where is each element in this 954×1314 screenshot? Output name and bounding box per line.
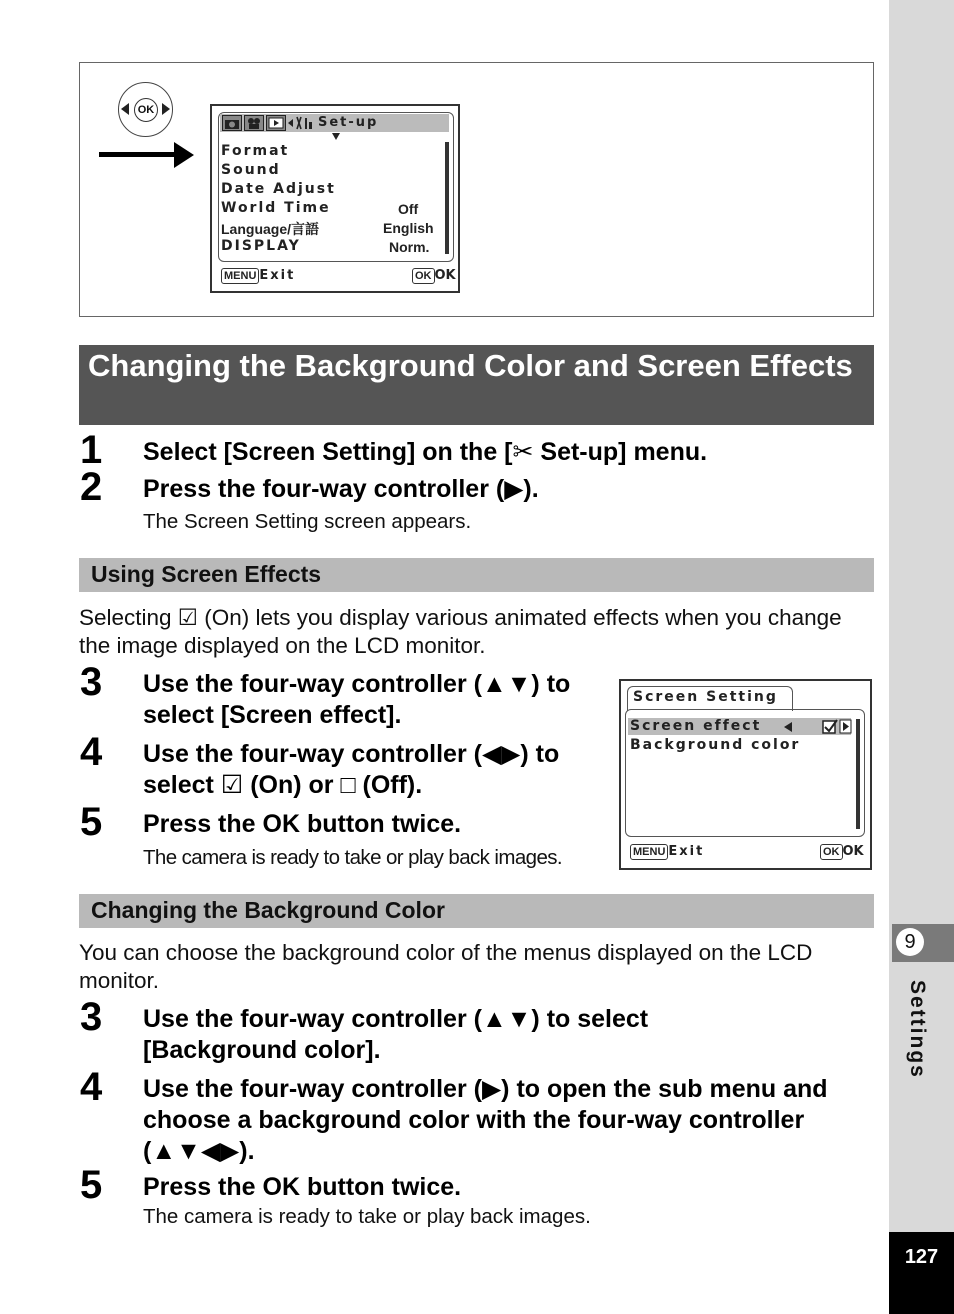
exit-label: Exit — [259, 268, 296, 283]
step-text: Use the four-way controller (▲▼) to select [Background color]. — [143, 1005, 649, 1064]
page-number: 127 — [904, 1246, 939, 1268]
menu-item-world-time: World Time — [221, 200, 331, 216]
setup-lcd-screen — [210, 104, 460, 293]
menu-item-display: DISPLAY — [221, 238, 301, 254]
ok-button-icon: OK — [134, 98, 158, 122]
illustration-box — [79, 62, 874, 317]
section-intro: You can choose the background color of the menus displayed on the LCD monitor. — [79, 940, 813, 993]
setup-tab-icon — [288, 115, 314, 131]
menu-key-icon: MENU — [221, 268, 259, 284]
step-number: 4 — [80, 1065, 103, 1109]
menu-exit-hint — [221, 268, 295, 284]
step-text: Use the four-way controller (▲▼) to select [Screen effect]. — [143, 670, 571, 729]
step-text: Press the OK button twice. — [143, 1173, 462, 1201]
ok-key-icon: OK — [820, 844, 843, 860]
page-number-box — [889, 1232, 954, 1314]
screen-setting-title: Screen Setting — [633, 689, 778, 705]
menu-item-background-color: Background color — [630, 737, 801, 753]
right-arrow-icon — [162, 103, 170, 115]
menu-item-sound: Sound — [221, 162, 281, 178]
checkbox-on-icon — [822, 718, 852, 735]
screen-setting-lcd — [619, 679, 872, 870]
step-note: The camera is ready to take or play back images. — [143, 1205, 591, 1228]
menu-item-language: Language/言語 — [221, 221, 320, 237]
step-text: Use the four-way controller (◀▶) to select ☑ (On) or □ (Off). — [143, 740, 560, 799]
subsection-heading: Changing the Background Color — [79, 894, 874, 928]
scrollbar — [445, 142, 449, 254]
section-title: Changing the Background Color and Screen Effects — [79, 345, 874, 425]
display-value: Norm. — [389, 239, 430, 255]
menu-key-icon: MENU — [630, 844, 668, 860]
chapter-number: 9 — [896, 928, 924, 956]
ok-label: OK — [842, 844, 864, 859]
section-intro: Selecting ☑ (On) lets you display various animated effects when you change the image displayed on the LCD monitor. — [79, 605, 842, 658]
left-arrow-icon — [121, 103, 129, 115]
step-note: The Screen Setting screen appears. — [143, 510, 472, 533]
step-note: The camera is ready to take or play back images. — [143, 846, 562, 869]
step-text: Press the four-way controller (▶). — [143, 475, 539, 503]
sidebar — [889, 0, 954, 1314]
ok-hint — [412, 268, 456, 284]
step-number: 5 — [80, 800, 103, 844]
pointer-arrow-line — [99, 152, 177, 157]
menu-item-date-adjust: Date Adjust — [221, 181, 336, 197]
chapter-label: Settings — [906, 980, 929, 1079]
subsection-heading: Using Screen Effects — [79, 558, 874, 592]
menu-item-format: Format — [221, 143, 290, 159]
step-text: Select [Screen Setting] on the [✂ Set-up] menu. — [143, 438, 708, 466]
step-number: 4 — [80, 730, 103, 774]
movie-tab-icon — [244, 115, 264, 131]
step-number: 2 — [80, 465, 103, 509]
pointer-arrow-icon — [174, 142, 194, 168]
exit-label: Exit — [668, 844, 705, 859]
step-number: 3 — [80, 995, 103, 1039]
step-number: 5 — [80, 1163, 103, 1207]
setup-tab-title: Set-up — [318, 115, 379, 130]
step-number: 3 — [80, 660, 103, 704]
left-arrow-icon — [784, 722, 793, 732]
ok-key-icon: OK — [412, 268, 435, 284]
playback-tab-icon — [266, 115, 286, 131]
ok-hint — [820, 844, 864, 860]
menu-item-screen-effect: Screen effect — [630, 718, 762, 734]
selection-down-icon — [331, 133, 341, 141]
camera-tab-icon — [222, 115, 242, 131]
scrollbar — [856, 719, 860, 829]
language-value: English — [383, 220, 434, 236]
step-number: 1 — [80, 428, 103, 472]
step-text: Use the four-way controller (▶) to open the sub menu and choose a background color with the four-way controller (▲▼◀▶). — [143, 1075, 828, 1165]
menu-exit-hint — [630, 844, 704, 860]
step-text: Press the OK button twice. — [143, 810, 462, 838]
ok-label: OK — [434, 268, 456, 283]
world-time-value: Off — [398, 201, 419, 217]
